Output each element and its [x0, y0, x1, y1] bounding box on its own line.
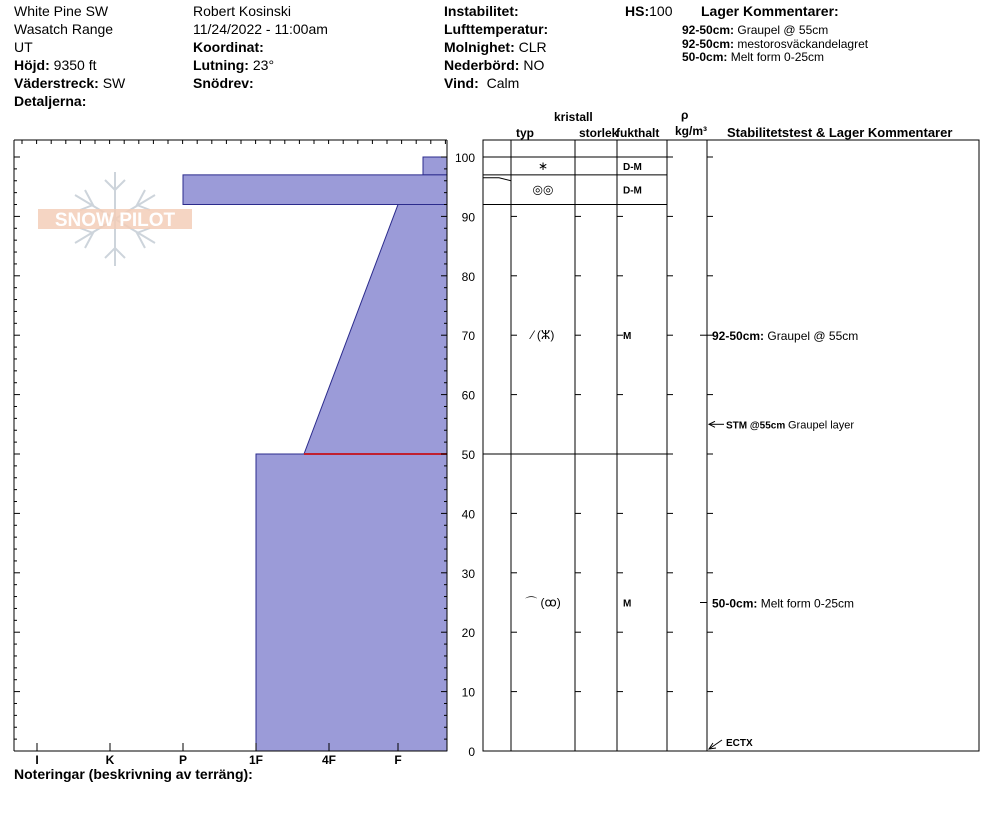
terrain-notes-label: Noteringar (beskrivning av terräng):: [14, 766, 253, 782]
grain-type-symbol: ∗: [537, 158, 549, 173]
depth-tick-label: 20: [461, 626, 475, 641]
state-name: UT: [14, 39, 33, 55]
aspect-label: Väderstreck:: [14, 75, 99, 91]
depth-tick-label: 70: [461, 329, 475, 344]
crystal-header: kristall: [554, 110, 593, 124]
depth-tick-label: 30: [461, 566, 475, 581]
layer-comment-depth: 92-50cm:: [682, 23, 735, 37]
layer-connector: [483, 178, 511, 181]
hs-label: HS:: [625, 3, 650, 19]
size-header: storlek: [579, 126, 619, 140]
hardness-layer: [256, 454, 447, 751]
elevation-value: 9350 ft: [53, 57, 97, 73]
precip-value: NO: [523, 57, 545, 73]
layer-comment-depth: 50-0cm:: [682, 50, 728, 64]
coordinate-label: Koordinat:: [193, 39, 264, 55]
hardness-layer: [183, 175, 447, 205]
depth-tick-label: 60: [461, 388, 475, 403]
layer-comment-text: Graupel @ 55cm: [737, 23, 829, 37]
hardness-layer: [423, 157, 447, 175]
depth-tick-label: 50: [461, 448, 475, 462]
instability-label: Instabilitet:: [444, 3, 519, 19]
hardness-tick-label: 1F: [248, 753, 264, 767]
air-temp-label: Lufttemperatur:: [444, 21, 549, 37]
layer-comment-depth: 92-50cm:: [682, 37, 735, 51]
moisture-value: D-M: [623, 185, 642, 197]
stability-test-label: STM @55cm Graupel layer: [726, 419, 855, 432]
hardness-tick-label: I: [35, 753, 39, 767]
cloud-label: Molnighet:: [444, 39, 515, 55]
depth-tick-label: 10: [461, 685, 475, 700]
slope-value: 23°: [252, 57, 275, 73]
moisture-value: D-M: [623, 161, 642, 173]
hardness-tick-label: P: [178, 753, 188, 767]
location-name: White Pine SW: [14, 3, 109, 19]
moisture-value: M: [623, 331, 632, 343]
aspect-value: SW: [102, 75, 126, 91]
logo-text: SNOW PILOT: [54, 210, 176, 231]
range-name: Wasatch Range: [14, 21, 114, 37]
wind-label: Vind:: [444, 75, 479, 91]
type-header: typ: [516, 126, 534, 140]
wind-value: Calm: [486, 75, 520, 91]
hardness-tick-label: K: [105, 753, 115, 767]
depth-tick-label: 90: [461, 210, 475, 225]
grain-type-symbol: ⁄ (ⵣ): [531, 328, 555, 343]
grain-type-symbol: ⌒ (ꝏ): [525, 595, 561, 610]
snowpilot-logo: [38, 172, 192, 266]
slope-label: Lutning:: [193, 57, 249, 73]
layer-comments-title: Lager Kommentarer:: [701, 3, 839, 19]
snowdrift-label: Snödrev:: [193, 75, 254, 91]
hs-value: 100: [649, 3, 673, 19]
depth-tick-label: 100: [454, 151, 475, 165]
details-label: Detaljerna:: [14, 93, 87, 109]
table-frame: [483, 140, 979, 751]
moisture-header: fukthalt: [616, 126, 660, 140]
rho-header: ρ: [681, 108, 689, 122]
stability-header: Stabilitetstest & Lager Kommentarer: [727, 125, 953, 140]
stability-test-label: ECTX: [726, 738, 753, 749]
elevation-label: Höjd:: [14, 57, 50, 73]
hardness-tick-label: F: [394, 753, 402, 767]
observation-datetime: 11/24/2022 - 11:00am: [193, 21, 328, 37]
layer-comment-annotation: 92-50cm: Graupel @ 55cm: [712, 329, 859, 344]
cloud-value: CLR: [518, 39, 547, 55]
grain-type-symbol: ◎◎: [532, 182, 554, 197]
precip-label: Nederbörd:: [444, 57, 520, 73]
hardness-tick-label: 4F: [321, 753, 337, 767]
hardness-layer: [304, 205, 447, 454]
depth-tick-label: 0: [468, 745, 475, 759]
layer-comment-annotation: 50-0cm: Melt form 0-25cm: [712, 596, 855, 611]
depth-tick-label: 40: [461, 507, 475, 522]
layer-comment-text: Melt form 0-25cm: [730, 50, 825, 64]
moisture-value: M: [623, 598, 632, 610]
density-unit-header: kg/m³: [675, 124, 708, 138]
depth-tick-label: 80: [461, 269, 475, 284]
layer-comment-text: mestorosväckandelagret: [737, 37, 869, 51]
observer-name: Robert Kosinski: [193, 3, 292, 19]
